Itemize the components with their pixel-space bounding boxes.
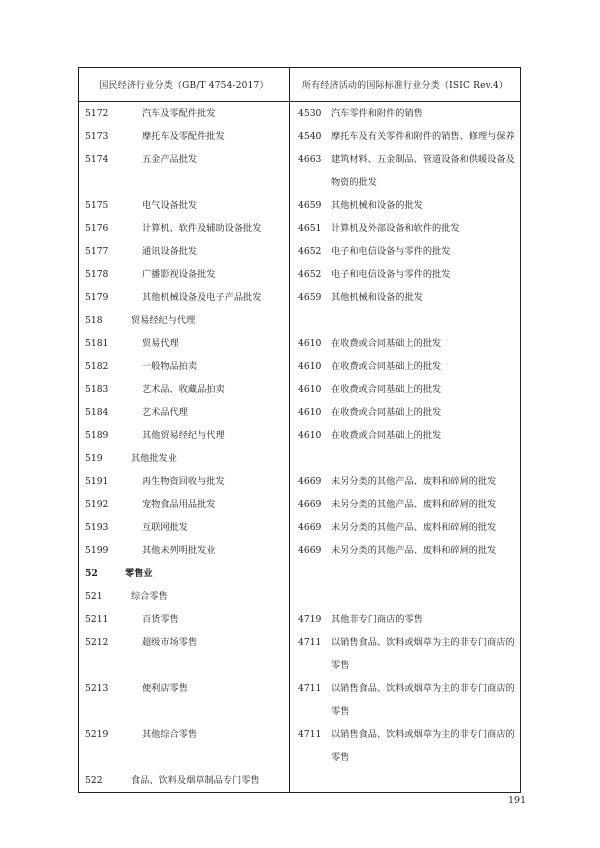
page-number: 191 — [508, 795, 527, 806]
isic-name: 以销售食品、饮料或烟草为主的非专门商店的零售 — [331, 637, 515, 671]
isic-code: 4711 — [298, 683, 322, 694]
gbt-name: 摩托车及零配件批发 — [142, 131, 225, 142]
isic-code: 4711 — [298, 729, 322, 740]
gbt-code: 5189 — [85, 430, 109, 441]
isic-name: 计算机及外部设备和软件的批发 — [331, 223, 460, 234]
gbt-code: 52 — [85, 568, 98, 579]
gbt-code: 5213 — [85, 683, 109, 694]
table-row — [79, 516, 521, 539]
gbt-code: 5212 — [85, 637, 109, 648]
table-row — [79, 608, 521, 631]
gbt-code: 5192 — [85, 499, 109, 510]
gbt-code: 5178 — [85, 269, 109, 280]
table-row — [79, 194, 521, 217]
isic-code: 4610 — [298, 407, 322, 418]
gbt-code: 5173 — [85, 131, 109, 142]
isic-name: 在收费或合同基础上的批发 — [331, 384, 442, 395]
gbt-code: 5176 — [85, 223, 109, 234]
gbt-code: 5193 — [85, 522, 109, 533]
table-row — [79, 355, 521, 378]
isic-code: 4652 — [298, 269, 322, 280]
gbt-name: 其他未列明批发业 — [142, 545, 216, 556]
gbt-name: 通讯设备批发 — [142, 246, 198, 257]
isic-name: 其他机械和设备的批发 — [331, 292, 423, 303]
table-row — [79, 309, 521, 332]
table-row — [79, 631, 521, 677]
table-row — [79, 424, 521, 447]
gbt-name: 艺术品、收藏品拍卖 — [142, 384, 225, 395]
isic-name: 未另分类的其他产品、废料和碎屑的批发 — [331, 522, 497, 533]
table-row — [79, 217, 521, 240]
table-row — [79, 677, 521, 723]
table-row — [79, 240, 521, 263]
gbt-name: 互联网批发 — [142, 522, 188, 533]
gbt-code: 5199 — [85, 545, 109, 556]
isic-code: 4669 — [298, 545, 322, 556]
table-row — [79, 148, 521, 194]
gbt-code: 522 — [85, 775, 103, 786]
gbt-code: 5175 — [85, 200, 109, 211]
isic-name: 在收费或合同基础上的批发 — [331, 361, 442, 372]
table-row — [79, 562, 521, 585]
gbt-code: 5219 — [85, 729, 109, 740]
gbt-name: 百货零售 — [142, 614, 179, 625]
gbt-code: 518 — [85, 315, 103, 326]
isic-name: 建筑材料、五金制品、管道设备和供暖设备及物资的批发 — [331, 154, 515, 188]
isic-name: 电子和电信设备与零件的批发 — [331, 269, 451, 280]
isic-name: 以销售食品、饮料或烟草为主的非专门商店的零售 — [331, 683, 515, 717]
table-row — [79, 263, 521, 286]
isic-code: 4669 — [298, 499, 322, 510]
isic-code: 4610 — [298, 430, 322, 441]
gbt-name: 五金产品批发 — [142, 154, 198, 165]
isic-name: 在收费或合同基础上的批发 — [331, 430, 442, 441]
header-gbt: 国民经济行业分类（GB/T 4754-2017） — [79, 68, 290, 102]
isic-code: 4610 — [298, 361, 322, 372]
gbt-name: 其他机械设备及电子产品批发 — [142, 292, 262, 303]
isic-name: 未另分类的其他产品、废料和碎屑的批发 — [331, 499, 497, 510]
isic-name: 未另分类的其他产品、废料和碎屑的批发 — [331, 476, 497, 487]
isic-code: 4663 — [298, 154, 322, 165]
gbt-name: 食品、饮料及烟草制品专门零售 — [131, 775, 260, 786]
gbt-code: 5174 — [85, 154, 109, 165]
isic-name: 摩托车及有关零件和附件的销售、修理与保养 — [331, 131, 515, 142]
gbt-name: 广播影视设备批发 — [142, 269, 216, 280]
gbt-code: 519 — [85, 453, 103, 464]
gbt-name: 便利店零售 — [142, 683, 188, 694]
gbt-code: 5183 — [85, 384, 109, 395]
gbt-code: 5184 — [85, 407, 109, 418]
table-row — [79, 378, 521, 401]
isic-code: 4652 — [298, 246, 322, 257]
gbt-code: 5191 — [85, 476, 109, 487]
table-row — [79, 286, 521, 309]
gbt-name: 贸易代理 — [142, 338, 179, 349]
gbt-code: 5181 — [85, 338, 109, 349]
isic-name: 在收费或合同基础上的批发 — [331, 338, 442, 349]
gbt-name: 再生物资回收与批发 — [142, 476, 225, 487]
gbt-code: 5179 — [85, 292, 109, 303]
table-row — [79, 585, 521, 608]
isic-code: 4669 — [298, 522, 322, 533]
gbt-code: 5177 — [85, 246, 109, 257]
isic-code: 4651 — [298, 223, 322, 234]
isic-code: 4669 — [298, 476, 322, 487]
table-row — [79, 332, 521, 355]
gbt-code: 5172 — [85, 108, 109, 119]
gbt-name: 一般物品拍卖 — [142, 361, 198, 372]
table-row — [79, 769, 521, 793]
gbt-name: 宠物食品用品批发 — [142, 499, 216, 510]
isic-name: 电子和电信设备与零件的批发 — [331, 246, 451, 257]
table-header-row — [79, 68, 521, 102]
table-row — [79, 125, 521, 148]
isic-code: 4659 — [298, 200, 322, 211]
header-isic: 所有经济活动的国际标准行业分类（ISIC Rev.4） — [290, 68, 521, 102]
isic-name: 在收费或合同基础上的批发 — [331, 407, 442, 418]
classification-table — [78, 67, 521, 793]
table-row — [79, 447, 521, 470]
gbt-name: 综合零售 — [131, 591, 168, 602]
table-row — [79, 723, 521, 769]
isic-code: 4540 — [298, 131, 322, 142]
gbt-name: 超级市场零售 — [142, 637, 198, 648]
isic-name: 汽车零件和附件的销售 — [331, 108, 423, 119]
table-row — [79, 401, 521, 424]
table-row — [79, 470, 521, 493]
gbt-code: 5211 — [85, 614, 109, 625]
isic-name: 未另分类的其他产品、废料和碎屑的批发 — [331, 545, 497, 556]
gbt-name: 其他综合零售 — [142, 729, 198, 740]
isic-name: 其他机械和设备的批发 — [331, 200, 423, 211]
gbt-name: 贸易经纪与代理 — [131, 315, 196, 326]
gbt-name: 汽车及零配件批发 — [142, 108, 216, 119]
table-row — [79, 539, 521, 562]
isic-code: 4610 — [298, 384, 322, 395]
isic-code: 4711 — [298, 637, 322, 648]
isic-code: 4530 — [298, 108, 322, 119]
isic-name: 以销售食品、饮料或烟草为主的非专门商店的零售 — [331, 729, 515, 763]
gbt-name: 艺术品代理 — [142, 407, 188, 418]
gbt-name: 零售业 — [125, 568, 153, 579]
gbt-name: 其他批发业 — [131, 453, 177, 464]
table-row — [79, 493, 521, 516]
table-row — [79, 102, 521, 126]
gbt-name: 计算机、软件及辅助设备批发 — [142, 223, 262, 234]
isic-name: 其他非专门商店的零售 — [331, 614, 423, 625]
gbt-name: 其他贸易经纪与代理 — [142, 430, 225, 441]
isic-code: 4659 — [298, 292, 322, 303]
gbt-name: 电气设备批发 — [142, 200, 198, 211]
isic-code: 4719 — [298, 614, 322, 625]
gbt-code: 521 — [85, 591, 103, 602]
gbt-code: 5182 — [85, 361, 109, 372]
isic-code: 4610 — [298, 338, 322, 349]
